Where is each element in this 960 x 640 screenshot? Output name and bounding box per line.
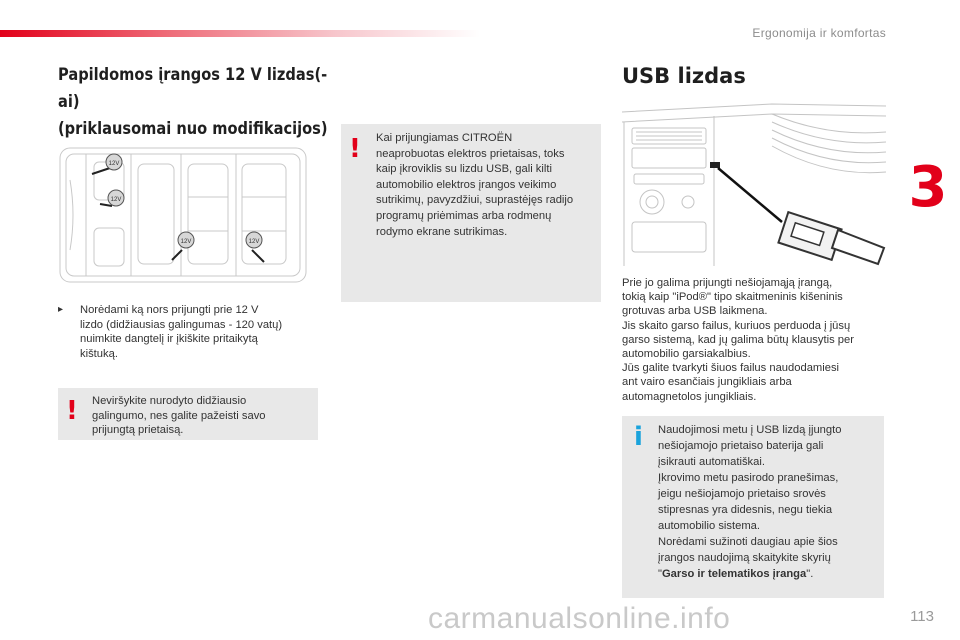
info-line-reference [658, 566, 880, 582]
info-line: Naudojimosi metu į USB lizdą įjungto [658, 424, 842, 436]
instruction-line: Norėdami ką nors prijungti prie 12 V [80, 304, 259, 316]
info-line: jeigu nešiojamojo prietaiso srovės [658, 488, 826, 500]
middle-warning-box [341, 124, 601, 302]
quote-open: " [658, 568, 662, 580]
socket-3 [178, 232, 194, 248]
header-accent-bar [0, 30, 480, 37]
usb-info-box [622, 416, 884, 598]
chapter-reference: Garso ir telematikos įranga [661, 568, 807, 580]
socket-1-label: 12V [108, 161, 120, 167]
paragraph-line: automobilio garsiakalbius. [622, 348, 751, 361]
warning-line: Kai prijungiamas CITROËN [376, 132, 513, 144]
paragraph-line: garso sistemą, kad jų galima būtų klausytis per [622, 333, 854, 346]
info-line: įrangos naudojimą skaitykite skyrių [658, 552, 831, 564]
instruction-block [58, 303, 318, 361]
warning-line: Neviršykite nurodyto didžiausio [92, 395, 247, 407]
warning-line: rodymo ekrane sutrikimas. [376, 225, 508, 238]
socket-2-label: 12V [110, 197, 122, 203]
paragraph-line: Jis skaito garso failus, kuriuos perduoda į jūsų [622, 319, 851, 332]
info-line: Norėdami sužinoti daugiau apie šios [658, 536, 838, 548]
info-text [658, 422, 880, 582]
paragraph-line: ant vairo esančiais jungikliais arba [622, 376, 792, 389]
chapter-number: 3 [908, 155, 948, 220]
socket-4-label: 12V [248, 239, 260, 245]
paragraph-line: Prie jo galima prijungti nešiojamąją įrangą, [622, 277, 833, 289]
instruction-line: lizdo (didžiausias galingumas - 120 vatų) [80, 318, 283, 331]
vehicle-interior-figure [56, 140, 312, 290]
arrow-bullet-icon: ▸ [58, 304, 64, 315]
left-warning-text [92, 394, 314, 438]
usb-port [710, 162, 720, 168]
usb-plug-icon [778, 212, 884, 264]
warning-line: prijungtą prietaisą. [92, 424, 184, 437]
info-line: stipresnas yra didesnis, negu tiekia [658, 504, 833, 516]
right-heading: USB lizdas [622, 64, 746, 88]
warning-line: programų priėmimas arba rodmenų [376, 209, 552, 222]
paragraph-line: tokią kaip "iPod®" tipo skaitmeninis kišeninis [622, 291, 843, 304]
socket-3-label: 12V [180, 239, 192, 245]
paragraph-line: grotuvas arba USB laikmena. [622, 305, 768, 318]
usb-dashboard-figure [622, 102, 886, 266]
info-icon: i [634, 422, 643, 452]
info-line: Įkrovimo metu pasirodo pranešimas, [658, 472, 839, 484]
middle-warning-text [376, 131, 598, 240]
left-heading-line1: Papildomos įrangos 12 V lizdas(-ai) [58, 65, 328, 112]
watermark: carmanualsonline.info [428, 602, 731, 635]
left-warning-box [58, 388, 318, 440]
warning-line: galingumo, nes galite pažeisti savo [92, 409, 266, 422]
instruction-text [80, 303, 318, 361]
page-number: 113 [910, 608, 934, 625]
warning-icon: ! [349, 134, 361, 164]
left-heading-line2: (priklausomai nuo modifikacijos) [58, 119, 328, 139]
socket-1 [106, 154, 122, 170]
left-heading [58, 62, 342, 143]
quote-close: ". [806, 568, 814, 580]
socket-2 [108, 190, 124, 206]
usb-description [622, 276, 892, 404]
usb-dashboard-drawing [622, 102, 886, 266]
warning-line: neaprobuotas elektros prietaisas, toks [376, 147, 565, 160]
socket-4 [246, 232, 262, 248]
paragraph-line: automagnetolos jungikliais. [622, 390, 757, 403]
instruction-line: nuimkite dangtelį ir įkiškite pritaikytą [80, 333, 258, 346]
info-line: nešiojamojo prietaiso baterija gali [658, 440, 824, 452]
warning-line: sutrikimų, pavyzdžiui, suprastėjęs radijo [376, 194, 574, 207]
info-line: automobilio sistema. [658, 520, 760, 532]
info-line: įsikrauti automatiškai. [658, 456, 765, 468]
paragraph-line: Jūs galite tvarkyti šiuos failus naudodamiesi [622, 362, 840, 375]
instruction-line: kištuką. [80, 347, 118, 360]
vehicle-plan-drawing [56, 140, 312, 290]
section-title: Ergonomija ir komfortas [752, 26, 886, 40]
warning-line: kaip įkroviklis su lizdu USB, gali kilti [376, 163, 552, 176]
warning-icon: ! [66, 396, 78, 426]
warning-line: automobilio elektros įrangos veikimo [376, 178, 557, 191]
